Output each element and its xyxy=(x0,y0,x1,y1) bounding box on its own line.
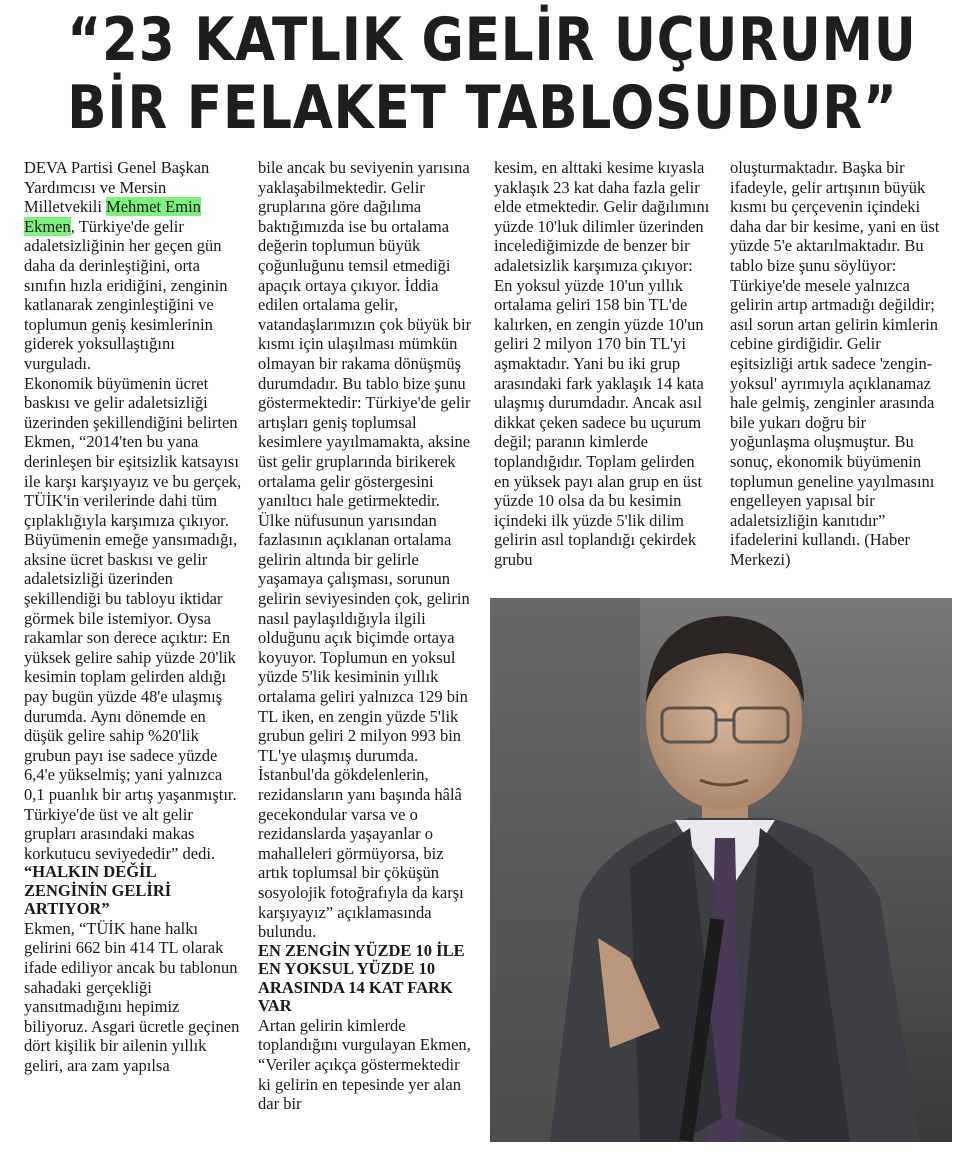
headline xyxy=(67,0,917,150)
col1-subheading: “HALKIN DEĞİL ZENGİNİN GELİRİ ARTIYOR” xyxy=(24,862,172,919)
col1-paragraph-1 xyxy=(24,158,242,374)
col1-p1-text-b: , Türkiye'de gelir adaletsizliğinin her geçen gün daha da derinleştiğini, orta sınıfın hızla eridiğini, zenginin katlanarak zenginleştiğini ve toplumun geniş kesimlerinin giderek yoksullaştığını vurguladı. xyxy=(24,216,228,373)
headline-line-2: BİR FELAKET TABLOSUDUR” xyxy=(67,73,898,143)
col2-paragraph-2: Artan gelirin kimlerde toplandığını vurgulayan Ekmen, “Veriler açıkça göstermektedir ki gelirin en tepesinde yer alan dar bir xyxy=(258,1015,471,1114)
col4-paragraph-1: oluşturmaktadır. Başka bir ifadeyle, gelir artışının büyük kısmı bu çerçevenin içindeki daha dar bir kesime, yani en üst yüzde 5'e aktarılmaktadır. Bu tablo bize şunu söylüyor: Türkiye'de mesele yalnızca gelirin artıp artmadığı değildir; asıl sorun artan gelirin kimlerin cebine girdiğidir. Gelir eşitsizliği artık sadece 'zengin-yoksul' ayrımıyla açıklanamaz hale gelmiş, zenginler arasında bile yukarı doğru bir yoğunlaşma oluşmuştur. Bu sonuç, ekonomik büyümenin toplumun geneline yayılmasını engelleyen yapısal bir adaletsizliğin kanıtıdır” ifadelerini kullandı. (Haber Merkezi) xyxy=(730,158,940,569)
column-2 xyxy=(258,158,476,1114)
speaker-illustration xyxy=(490,598,952,1142)
speaker-photo xyxy=(490,598,952,1142)
column-3 xyxy=(494,158,712,569)
col1-paragraph-3: Ekmen, “TÜİK hane halkı gelirini 662 bin 414 TL olarak ifade ediliyor ancak bu tablonun sahadaki gerçekliği yansıtmadığını hepimiz biliyoruz. Asgari ücretle geçinen dört kişilik bir ailenin yıllık geliri, ara zam yapılsa xyxy=(24,918,240,1076)
column-4 xyxy=(730,158,948,569)
column-1 xyxy=(24,158,242,1076)
col2-paragraph-1: bile ancak bu seviyenin yarısına yaklaşabilmektedir. Gelir gruplarına göre dağılıma baktığımızda ise bu ortalama değerin toplumun büyük çoğunluğunu temsil etmediği apaçık ortaya çıkıyor. İddia edilen ortalama gelir, vatandaşlarımızın çok büyük bir kısmı için ulaşılması mümkün olmayan bir rakama dönüşmüş durumdadır. Bu tablo bize şunu göstermektedir: Türkiye'de gelir artışları geniş toplumsal kesimlere yayılmamakta, aksine üst gelir gruplarında birikerek ortalama gelir göstergesini yanıltıcı hale getirmektedir. Ülke nüfusunun yarısından fazlasının açıklanan ortalama gelirin altında bir gelirle yaşamaya çalışması, sorunun gelirin seviyesinden çok, gelirin nasıl paylaşıldığıyla ilgili olduğunu açık biçimde ortaya koyuyor. Toplumun en yoksul yüzde 5'lik kesiminin yıllık ortalama geliri yalnızca 129 bin TL iken, en zengin yüzde 5'lik grubun geliri 2 milyon 993 bin TL'ye ulaşmış durumda. İstanbul'da gökdelenlerin, rezidansların yanı başında hâlâ gecekondular varsa ve o rezidanslarda yaşayanlar o mahalleleri görmüyorsa, biz artık toplumsal bir çöküşün sosyolojik fotoğrafıyla da karşı karşıyayız” açıklamasında bulundu. xyxy=(258,158,472,942)
col1-p1-text-a: DEVA Partisi Genel Başkan Yardımcısı ve Mersin Milletvekili xyxy=(24,158,210,217)
col1-paragraph-2: Ekonomik büyümenin ücret baskısı ve gelir adaletsizliği üzerinden şekillendiğini belirten Ekmen, “2014'ten bu yana derinleşen bir eşitsizlik katsayısı ile karşı karşıyayız ve bu gerçek, TÜİK'in verilerinde dahi tüm çıplaklığıyla karşımıza çıkıyor. Büyümenin emeğe yansımadığı, aksine ücret baskısı ve gelir adaletsizliği üzerinden şekillendiği bu tabloyu iktidar görmek bile istemiyor. Oysa rakamlar son derece açıktır: En yüksek gelire sahip yüzde 20'lik kesimin toplam gelirden aldığı pay bugün yüzde 48'e ulaşmış durumda. Aynı dönemde en düşük gelire sahip %20'lik grubun payı ise sadece yüzde 6,4'e yükselmiş; yani yalnızca 0,1 puanlık bir artış yaşanmıştır. Türkiye'de üst ve alt gelir grupları arasındaki makas korkutucu seviyededir” dedi. xyxy=(24,373,242,863)
col3-paragraph-1: kesim, en alttaki kesime kıyasla yaklaşık 23 kat daha fazla gelir elde etmektedir. Gelir dağılımını yüzde 10'luk dilimler üzerinden incelediğimizde de benzer bir adaletsizlik karşımıza çıkıyor: En yoksul yüzde 10'un yıllık ortalama geliri 158 bin TL'de kalırken, en zengin yüzde 10'un geliri 2 milyon 170 bin TL'yi aşmaktadır. Yani bu iki grup arasındaki fark yaklaşık 14 kata ulaşmış durumdadır. Ancak asıl dikkat çeken sadece bu uçurum değil; paranın kimlerde toplandığıdır. Toplam gelirden en yüksek payı alan grup en üst yüzde 10 olsa da bu kesimin içindeki ilk yüzde 5'lik dilim gelirin asıl toplandığı çekirdek grubu xyxy=(494,158,710,569)
highlighted-name: Mehmet Emin Ekmen xyxy=(24,197,201,236)
col2-subheading: EN ZENGİN YÜZDE 10 İLE EN YOKSUL YÜZDE 10 ARASINDA 14 KAT FARK VAR xyxy=(258,940,465,1016)
headline-line-1: “23 KATLIK GELİR UÇURUMU xyxy=(67,5,917,75)
